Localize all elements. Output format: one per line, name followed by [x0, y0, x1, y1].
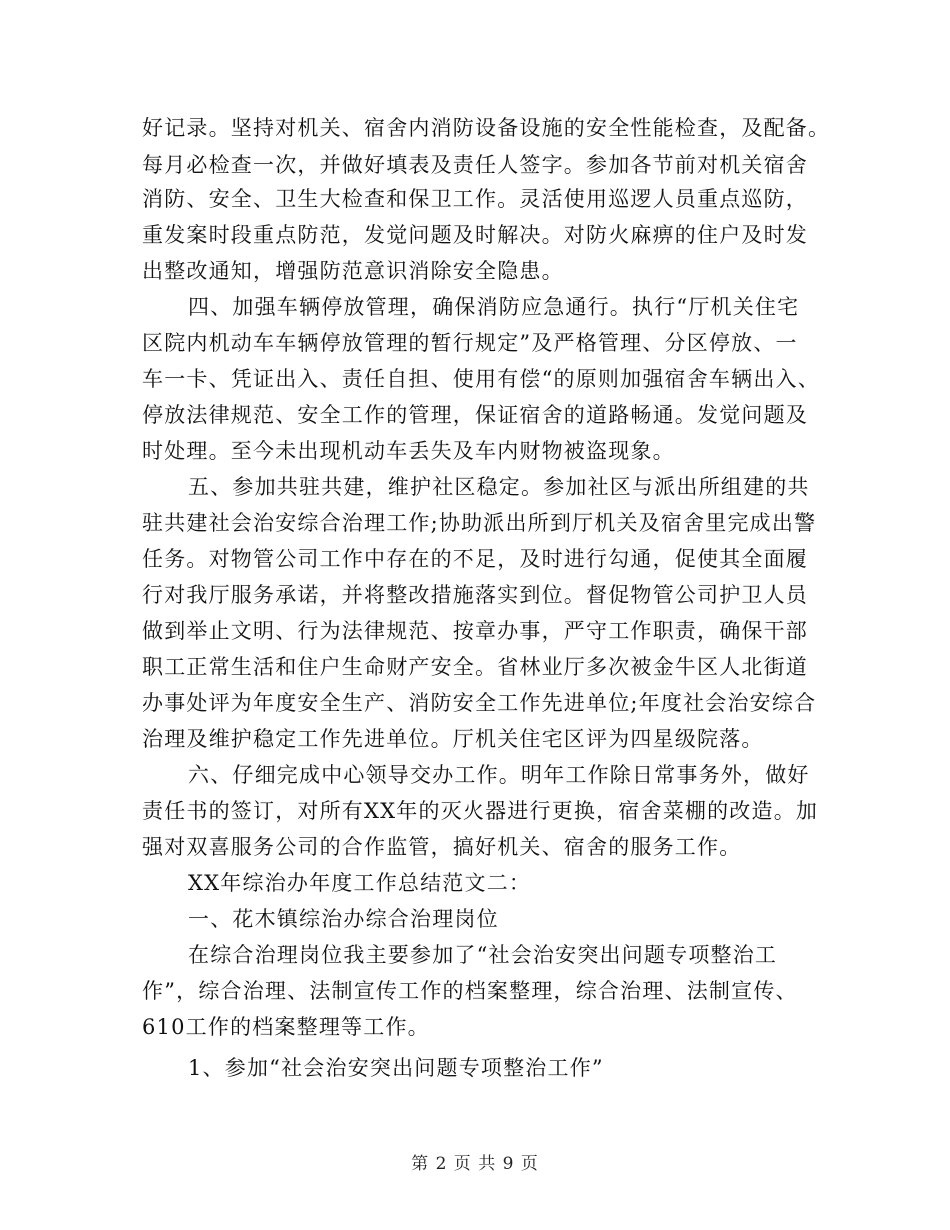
text-line-26: 610工作的档案整理等工作。 — [142, 1015, 430, 1039]
text-line-1: 好记录。坚持对机关、宿舍内消防设备设施的安全性能检查，及配备。 — [142, 116, 831, 140]
text-line-14: 行对我厅服务承诺，并将整改措施落实到位。督促物管公司护卫人员 — [142, 583, 808, 607]
section-six-heading-line: 六、仔细完成中心领导交办工作。明年工作除日常事务外，做好 — [188, 763, 810, 787]
text-line-24: 在综合治理岗位我主要参加了“社会治安突出问题专项整治工 — [188, 943, 778, 967]
text-line-4: 重发案时段重点防范，发觉问题及时解决。对防火麻痹的住户及时发 — [142, 223, 808, 247]
text-line-17: 办事处评为年度安全生产、消防安全工作先进单位;年度社会治安综合 — [142, 691, 817, 715]
text-line-15: 做到举止文明、行为法律规范、按章办事，严守工作职责，确保干部 — [142, 619, 808, 643]
text-line-2: 每月必检查一次，并做好填表及责任人签字。参加各节前对机关宿舍 — [142, 153, 808, 177]
text-line-3: 消防、安全、卫生大检查和保卫工作。灵活使用巡逻人员重点巡防， — [142, 187, 808, 211]
text-line-18: 治理及维护稳定工作先进单位。厅机关住宅区评为四星级院落。 — [142, 727, 764, 751]
text-line-7: 区院内机动车车辆停放管理的暂行规定”及严格管理、分区停放、一 — [142, 331, 798, 355]
text-line-21: 强对双喜服务公司的合作监管，搞好机关、宿舍的服务工作。 — [142, 835, 742, 859]
text-line-13: 任务。对物管公司工作中存在的不足，及时进行勾通，促使其全面履 — [142, 547, 808, 571]
text-line-10: 时处理。至今未出现机动车丢失及车内财物被盗现象。 — [142, 439, 675, 463]
section-five-heading-line: 五、参加共驻共建，维护社区稳定。参加社区与派出所组建的共 — [188, 475, 810, 499]
text-line-8: 车一卡、凭证出入、责任自担、使用有偿“的原则加强宿舍车辆出入、 — [142, 367, 820, 391]
item-one-heading: 1、参加“社会治安突出问题专项整治工作” — [188, 1056, 604, 1080]
subsection-one-heading: 一、花木镇综治办综合治理岗位 — [188, 907, 499, 931]
section-four-heading-line: 四、加强车辆停放管理，确保消防应急通行。执行“厅机关住宅 — [188, 295, 800, 319]
text-line-9: 停放法律规范、安全工作的管理，保证宿舍的道路畅通。发觉问题及 — [142, 403, 808, 427]
text-line-16: 职工正常生活和住户生命财产安全。省林业厅多次被金牛区人北街道 — [142, 655, 808, 679]
text-line-5: 出整改通知，增强防范意识消除安全隐患。 — [142, 259, 564, 283]
page-number-footer: 第 2 页 共 9 页 — [411, 1154, 539, 1174]
text-line-12: 驻共建社会治安综合治理工作;协助派出所到厅机关及宿舍里完成出警 — [142, 511, 817, 535]
text-line-20: 责任书的签订，对所有XX年的灭火器进行更换，宿舍菜棚的改造。加 — [142, 799, 819, 823]
text-line-25: 作”，综合治理、法制宣传工作的档案整理，综合治理、法制宣传、 — [142, 979, 798, 1003]
fanwen-two-title: XX年综治办年度工作总结范文二： — [188, 871, 532, 895]
